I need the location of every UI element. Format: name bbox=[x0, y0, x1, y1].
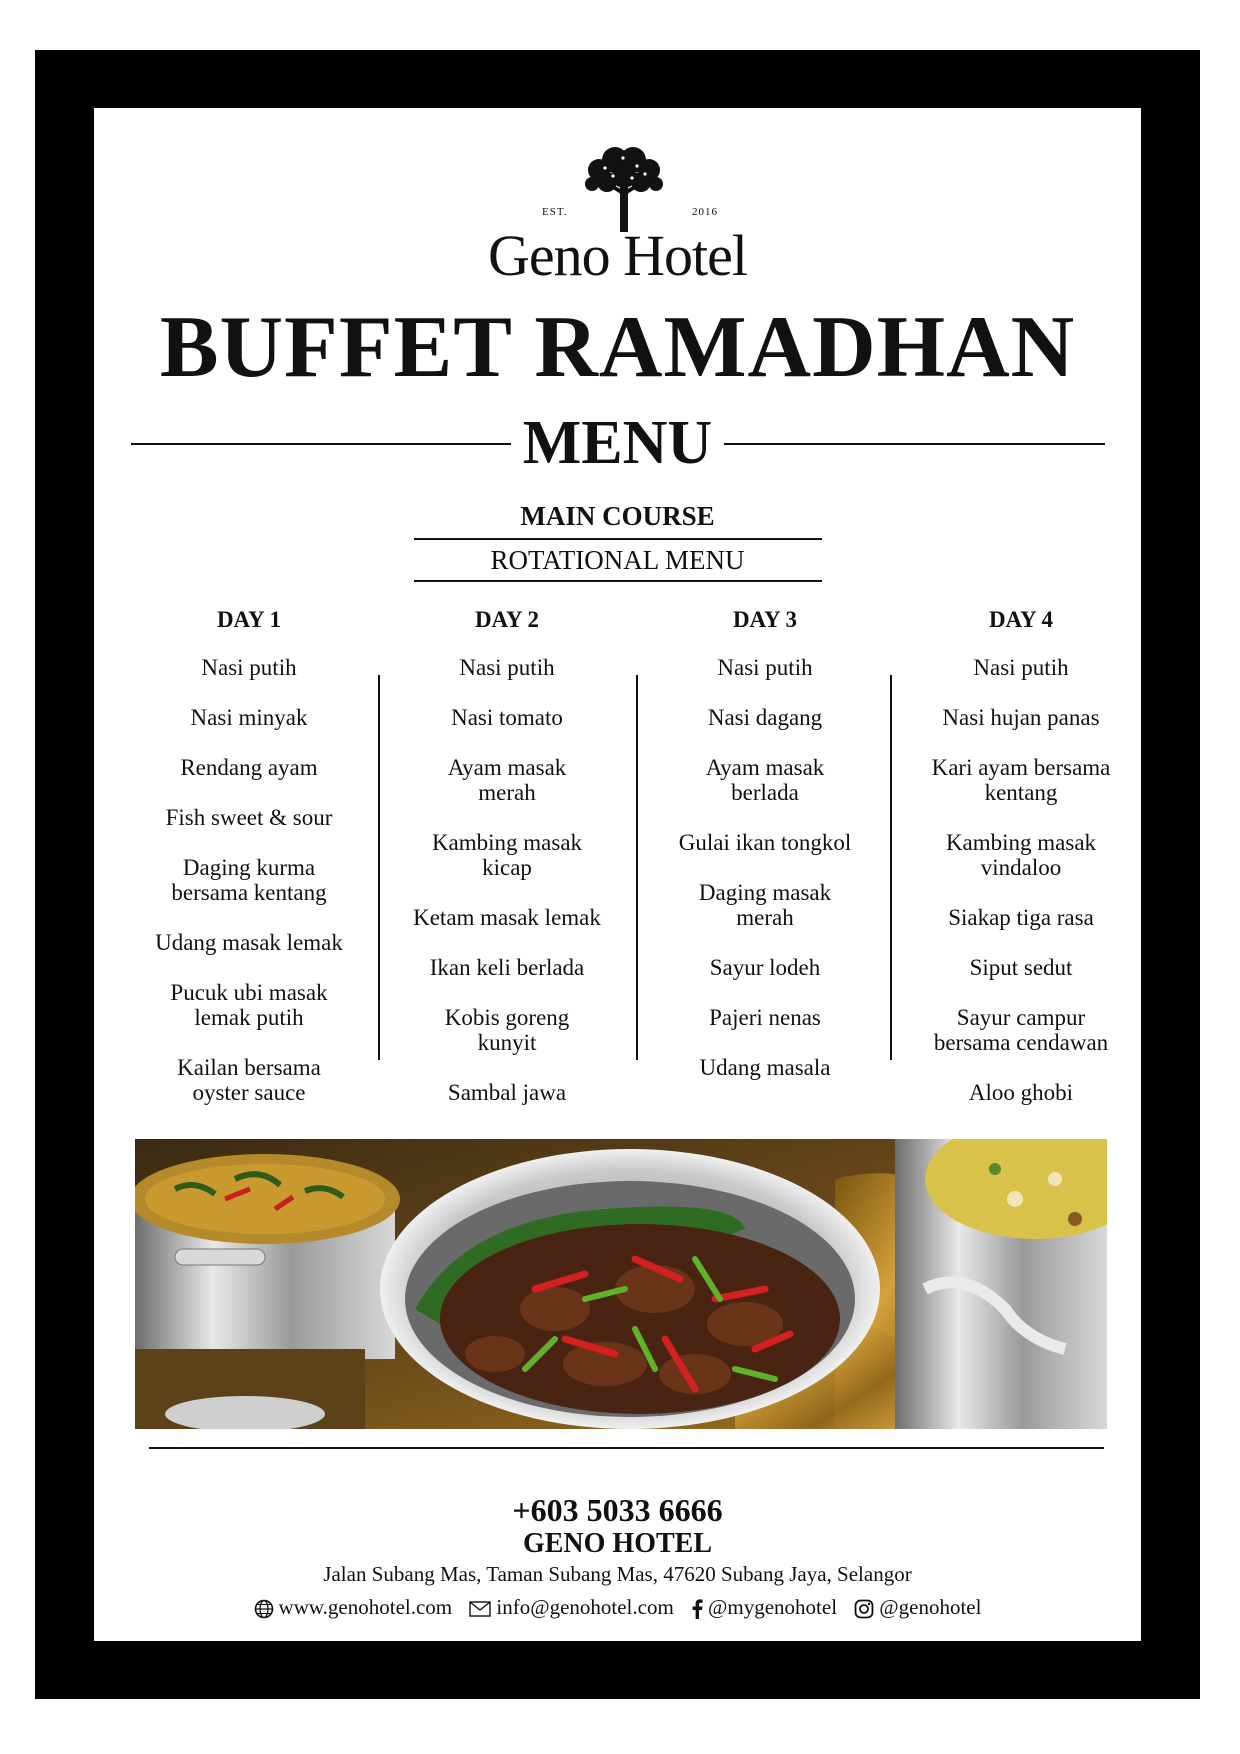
main-course-rule bbox=[414, 538, 822, 540]
menu-item: Nasi minyak bbox=[190, 705, 308, 730]
menu-item: Siput sedut bbox=[969, 955, 1073, 980]
website-contact[interactable] bbox=[254, 1592, 453, 1622]
column-divider bbox=[378, 675, 380, 1060]
menu-item: Sayur campur bersama cendawan bbox=[933, 1005, 1109, 1055]
instagram-contact[interactable] bbox=[854, 1592, 981, 1622]
envelope-icon bbox=[469, 1601, 491, 1617]
day-heading: DAY 1 bbox=[216, 607, 282, 632]
food-photo bbox=[135, 1139, 1107, 1429]
day-heading: DAY 2 bbox=[474, 607, 540, 632]
menu-heading: MENU bbox=[522, 409, 713, 477]
menu-item: Kobis goreng kunyit bbox=[444, 1005, 570, 1055]
rotational-menu-heading: ROTATIONAL MENU bbox=[490, 545, 745, 575]
tree-icon bbox=[477, 138, 757, 233]
menu-item: Udang masak lemak bbox=[155, 930, 343, 955]
day-column bbox=[124, 605, 374, 1130]
menu-item: Nasi tomato bbox=[451, 705, 563, 730]
globe-icon bbox=[254, 1599, 274, 1619]
menu-item: Fish sweet & sour bbox=[165, 805, 333, 830]
menu-sheet bbox=[94, 108, 1141, 1641]
facebook-text: @mygenohotel bbox=[708, 1595, 838, 1620]
column-divider bbox=[890, 675, 892, 1060]
email-contact[interactable] bbox=[469, 1592, 673, 1622]
logo-est-label: EST. bbox=[542, 206, 568, 218]
column-divider bbox=[636, 675, 638, 1060]
page-title: BUFFET RAMADHAN bbox=[159, 299, 1076, 396]
menu-item: Nasi putih bbox=[717, 655, 813, 680]
menu-item: Kambing masak vindaloo bbox=[945, 830, 1097, 880]
menu-item: Sayur lodeh bbox=[709, 955, 821, 980]
menu-item: Kailan bersama oyster sauce bbox=[177, 1055, 321, 1105]
buffet-food-illustration bbox=[135, 1139, 1107, 1429]
footer-rule bbox=[149, 1447, 1104, 1449]
facebook-contact[interactable] bbox=[691, 1592, 837, 1622]
menu-left-rule bbox=[131, 443, 511, 445]
menu-item: Ayam masak merah bbox=[447, 755, 567, 805]
day-heading: DAY 3 bbox=[732, 607, 798, 632]
instagram-icon bbox=[854, 1599, 874, 1619]
email-text: info@genohotel.com bbox=[496, 1595, 674, 1620]
menu-item: Kambing masak kicap bbox=[431, 830, 583, 880]
menu-item: Gulai ikan tongkol bbox=[678, 830, 852, 855]
contact-line bbox=[94, 1590, 1141, 1622]
instagram-text: @genohotel bbox=[879, 1595, 982, 1620]
menu-item: Ketam masak lemak bbox=[413, 905, 601, 930]
menu-item: Pajeri nenas bbox=[709, 1005, 821, 1030]
day-column bbox=[382, 605, 632, 1130]
logo-year-label: 2016 bbox=[692, 206, 718, 218]
hotel-address: Jalan Subang Mas, Taman Subang Mas, 47620 Subang Jaya, Selangor bbox=[323, 1562, 912, 1586]
logo-brand-name: Geno Hotel bbox=[488, 223, 747, 288]
phone-number[interactable]: +603 5033 6666 bbox=[512, 1492, 723, 1528]
menu-right-rule bbox=[724, 443, 1105, 445]
rotational-rule bbox=[414, 580, 822, 582]
day-columns bbox=[124, 605, 1124, 1125]
menu-item: Pucuk ubi masak lemak putih bbox=[170, 980, 328, 1030]
menu-heading-row bbox=[131, 408, 1105, 478]
menu-item: Nasi hujan panas bbox=[942, 705, 1100, 730]
black-border-frame bbox=[35, 50, 1200, 1699]
hotel-logo bbox=[94, 138, 1141, 288]
menu-item: Siakap tiga rasa bbox=[948, 905, 1094, 930]
website-text: www.genohotel.com bbox=[278, 1595, 453, 1620]
menu-item: Aloo ghobi bbox=[968, 1080, 1074, 1105]
menu-item: Nasi dagang bbox=[707, 705, 823, 730]
facebook-icon bbox=[691, 1599, 703, 1619]
menu-item: Daging kurma bersama kentang bbox=[171, 855, 327, 905]
main-course-heading: MAIN COURSE bbox=[520, 501, 715, 531]
menu-item: Daging masak merah bbox=[698, 880, 832, 930]
day-heading: DAY 4 bbox=[988, 607, 1054, 632]
footer-hotel-name: GENO HOTEL bbox=[522, 1528, 713, 1559]
day-column bbox=[640, 605, 890, 1105]
menu-item: Ayam masak berlada bbox=[705, 755, 825, 805]
menu-item: Ikan keli berlada bbox=[429, 955, 585, 980]
menu-item: Udang masala bbox=[699, 1055, 831, 1080]
day-column bbox=[896, 605, 1146, 1130]
menu-item: Rendang ayam bbox=[180, 755, 318, 780]
menu-item: Nasi putih bbox=[201, 655, 297, 680]
menu-item: Nasi putih bbox=[973, 655, 1069, 680]
menu-item: Nasi putih bbox=[459, 655, 555, 680]
menu-item: Sambal jawa bbox=[447, 1080, 567, 1105]
menu-item: Kari ayam bersama kentang bbox=[931, 755, 1111, 805]
